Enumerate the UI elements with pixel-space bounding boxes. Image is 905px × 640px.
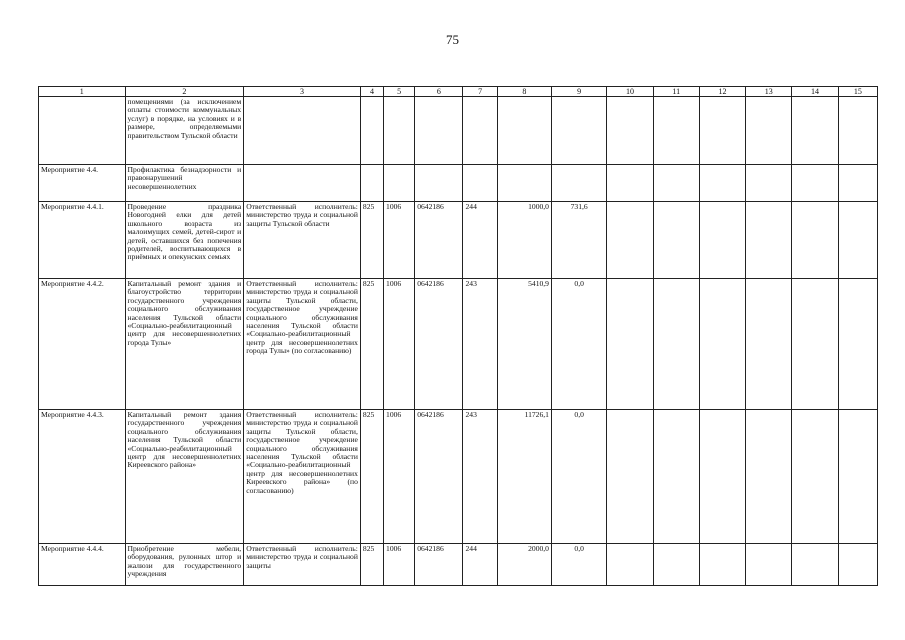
col-header: 10 [607, 87, 653, 97]
table-row [39, 410, 878, 544]
amount-cell: 731,6 [551, 202, 606, 279]
code-cell: 0642186 [415, 544, 463, 586]
amount-cell [551, 97, 606, 165]
code-cell [360, 165, 383, 202]
executor-cell: Ответственный исполнитель: министерство труда и социальной защиты Тульской области, государственное учреждение социального обслуживания населения Тульской области «Социально-реабилитационный центр для несовершеннолетних Киреевского района» (по согласованию) [244, 410, 361, 544]
col-header: 11 [653, 87, 699, 97]
empty-cell [653, 544, 699, 586]
empty-cell [746, 410, 792, 544]
empty-cell [699, 544, 745, 586]
code-cell: 0642186 [415, 279, 463, 410]
description-cell: Профилактика безнадзорности и правонарушений несовершеннолетних [125, 165, 244, 202]
empty-cell [746, 279, 792, 410]
executor-cell: Ответственный исполнитель: министерство труда и социальной защиты Тульской области, государственное учреждение социального обслуживания населения Тульской области «Социально-реабилитационный центр для несовершеннолетних города Тулы» (по согласованию) [244, 279, 361, 410]
table-row [39, 97, 878, 165]
code-cell [360, 97, 383, 165]
amount-cell: 2000,0 [497, 544, 551, 586]
code-cell: 1006 [384, 202, 415, 279]
empty-cell [792, 165, 838, 202]
executor-cell: Ответственный исполнитель: министерство труда и социальной защиты Тульской области [244, 202, 361, 279]
empty-cell [653, 410, 699, 544]
col-header: 2 [125, 87, 244, 97]
code-cell: 244 [463, 544, 497, 586]
empty-cell [699, 279, 745, 410]
col-header: 15 [838, 87, 877, 97]
measure-cell: Мероприятие 4.4.3. [39, 410, 126, 544]
empty-cell [607, 202, 653, 279]
code-cell: 1006 [384, 279, 415, 410]
empty-cell [792, 410, 838, 544]
description-cell: Приобретение мебели, оборудования, рулонных штор и жалюзи для государственного учреждения [125, 544, 244, 586]
empty-cell [653, 279, 699, 410]
col-header: 14 [792, 87, 838, 97]
col-header: 9 [551, 87, 606, 97]
amount-cell: 0,0 [551, 544, 606, 586]
col-header: 5 [384, 87, 415, 97]
code-cell: 243 [463, 410, 497, 544]
empty-cell [653, 97, 699, 165]
code-cell [384, 165, 415, 202]
table-row [39, 202, 878, 279]
table-row [39, 279, 878, 410]
empty-cell [792, 279, 838, 410]
col-header: 12 [699, 87, 745, 97]
description-cell: Капитальный ремонт здания и благоустройство территории государственного учреждения социального обслуживания населения Тульской области «Социально-реабилитационный центр для несовершеннолетних города Тулы» [125, 279, 244, 410]
empty-cell [653, 165, 699, 202]
empty-cell [838, 97, 877, 165]
description-cell: помещениями (за исключением оплаты стоимости коммунальных услуг) в порядке, на условиях и в размере, определяемыми правительством Тульской области [125, 97, 244, 165]
empty-cell [746, 97, 792, 165]
page-number: 75 [446, 32, 459, 47]
budget-table [38, 86, 878, 586]
empty-cell [792, 97, 838, 165]
amount-cell: 5410,9 [497, 279, 551, 410]
empty-cell [838, 279, 877, 410]
empty-cell [607, 410, 653, 544]
col-header: 3 [244, 87, 361, 97]
empty-cell [838, 410, 877, 544]
code-cell [384, 97, 415, 165]
col-header: 8 [497, 87, 551, 97]
code-cell: 244 [463, 202, 497, 279]
executor-cell: Ответственный исполнитель: министерство труда и социальной защиты [244, 544, 361, 586]
empty-cell [699, 97, 745, 165]
amount-cell [497, 165, 551, 202]
empty-cell [746, 202, 792, 279]
empty-cell [699, 202, 745, 279]
code-cell: 1006 [384, 410, 415, 544]
amount-cell: 11726,1 [497, 410, 551, 544]
empty-cell [746, 165, 792, 202]
code-cell [463, 97, 497, 165]
code-cell: 243 [463, 279, 497, 410]
table-row [39, 165, 878, 202]
code-cell [415, 97, 463, 165]
measure-cell: Мероприятие 4.4.4. [39, 544, 126, 586]
executor-cell [244, 165, 361, 202]
code-cell: 825 [360, 410, 383, 544]
empty-cell [607, 279, 653, 410]
col-header: 7 [463, 87, 497, 97]
code-cell: 825 [360, 544, 383, 586]
amount-cell: 1000,0 [497, 202, 551, 279]
code-cell [415, 165, 463, 202]
measure-cell: Мероприятие 4.4.1. [39, 202, 126, 279]
code-cell: 825 [360, 202, 383, 279]
description-cell: Капитальный ремонт здания государственного учреждения социального обслуживания населения Тульской области «Социально-реабилитационный центр для несовершеннолетних Киреевского района» [125, 410, 244, 544]
description-cell: Проведение праздника Новогодней елки для детей школьного возраста из малоимущих семей, детей-сирот и детей, оставшихся без попечения родителей, воспитывающихся в приёмных и опекунских семьях [125, 202, 244, 279]
amount-cell: 0,0 [551, 279, 606, 410]
col-header: 6 [415, 87, 463, 97]
code-cell: 1006 [384, 544, 415, 586]
code-cell: 0642186 [415, 202, 463, 279]
empty-cell [699, 165, 745, 202]
empty-cell [746, 544, 792, 586]
empty-cell [838, 202, 877, 279]
measure-cell: Мероприятие 4.4. [39, 165, 126, 202]
code-cell: 825 [360, 279, 383, 410]
empty-cell [838, 165, 877, 202]
col-header: 13 [746, 87, 792, 97]
header-row [39, 87, 878, 97]
empty-cell [699, 410, 745, 544]
col-header: 1 [39, 87, 126, 97]
empty-cell [792, 544, 838, 586]
col-header: 4 [360, 87, 383, 97]
code-cell [463, 165, 497, 202]
executor-cell [244, 97, 361, 165]
amount-cell [551, 165, 606, 202]
empty-cell [838, 544, 877, 586]
empty-cell [653, 202, 699, 279]
measure-cell: Мероприятие 4.4.2. [39, 279, 126, 410]
amount-cell: 0,0 [551, 410, 606, 544]
amount-cell [497, 97, 551, 165]
table-row [39, 544, 878, 586]
measure-cell [39, 97, 126, 165]
empty-cell [607, 165, 653, 202]
code-cell: 0642186 [415, 410, 463, 544]
empty-cell [792, 202, 838, 279]
empty-cell [607, 544, 653, 586]
empty-cell [607, 97, 653, 165]
